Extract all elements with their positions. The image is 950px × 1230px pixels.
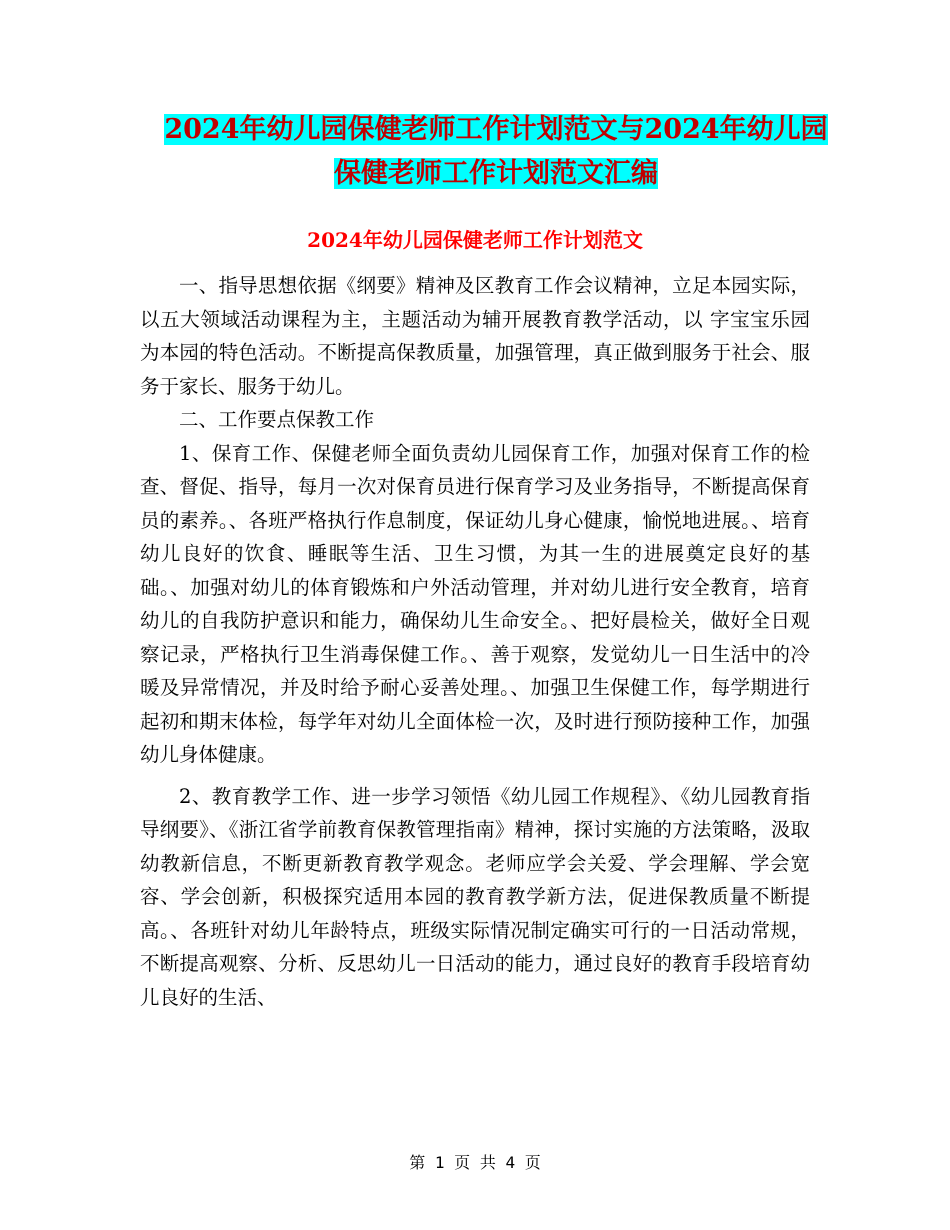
paragraph-guiding-ideology: 一、指导思想依据《纲要》精神及区教育工作会议精神，立足本园实际，以五大领域活动课程为主，主题活动为辅开展教育教学活动，以 字宝宝乐园 为本园的特色活动。不断提高保教质量，加强管理，真正做到服务于社会、服务于家长、服务于幼儿。 — [140, 274, 810, 398]
paragraph-work-points-heading: 二、工作要点保教工作 — [179, 408, 375, 431]
section-title: 2024年幼儿园保健老师工作计划范文 — [307, 228, 643, 252]
paragraph-teaching-work: 2、教育教学工作、进一步学习领悟《幼儿园工作规程》、《幼儿园教育指导纲要》、《浙江省学前教育保教管理指南》精神，探讨实施的方法策略，汲取幼教新信息，不断更新教育教学观念。老师应学会关爱、学会理解、学会宽容、学会创新，积极探究适用本园的教育教学新方法，促进保教质量不断提高。、各班针对幼儿年龄特点，班级实际情况制定确实可行的一日活动常规，不断提高观察、分析、反思幼儿一日活动的能力，通过良好的教育手段培育幼儿良好的生活、 — [140, 784, 810, 1009]
title-line-2: 保健老师工作计划范文汇编 — [334, 158, 658, 189]
page-footer: 第 1 页 共 4 页 — [409, 1153, 541, 1172]
paragraph-care-work: 1、保育工作、保健老师全面负责幼儿园保育工作，加强对保育工作的检查、督促、指导，每月一次对保育员进行保育学习及业务指导，不断提高保育员的素养。、各班严格执行作息制度，保证幼儿身心健康，愉悦地进展。、培育幼儿良好的饮食、睡眠等生活、卫生习惯，为其一生的进展奠定良好的基础。、加强对幼儿的体育锻炼和户外活动管理，并对幼儿进行安全教育，培育幼儿的自我防护意识和能力，确保幼儿生命安全。、把好晨检关，做好全日观察记录，严格执行卫生消毒保健工作。、善于观察，发觉幼儿一日生活中的冷暖及异常情况，并及时给予耐心妥善处理。、加强卫生保健工作，每学期进行起初和期末体检，每学年对幼儿全面体检一次，及时进行预防接种工作，加强幼儿身体健康。 — [140, 441, 810, 766]
document-title — [140, 108, 852, 196]
title-line-1: 2024年幼儿园保健老师工作计划范文与2024年幼儿园 — [164, 114, 828, 145]
document-body — [140, 269, 810, 1014]
